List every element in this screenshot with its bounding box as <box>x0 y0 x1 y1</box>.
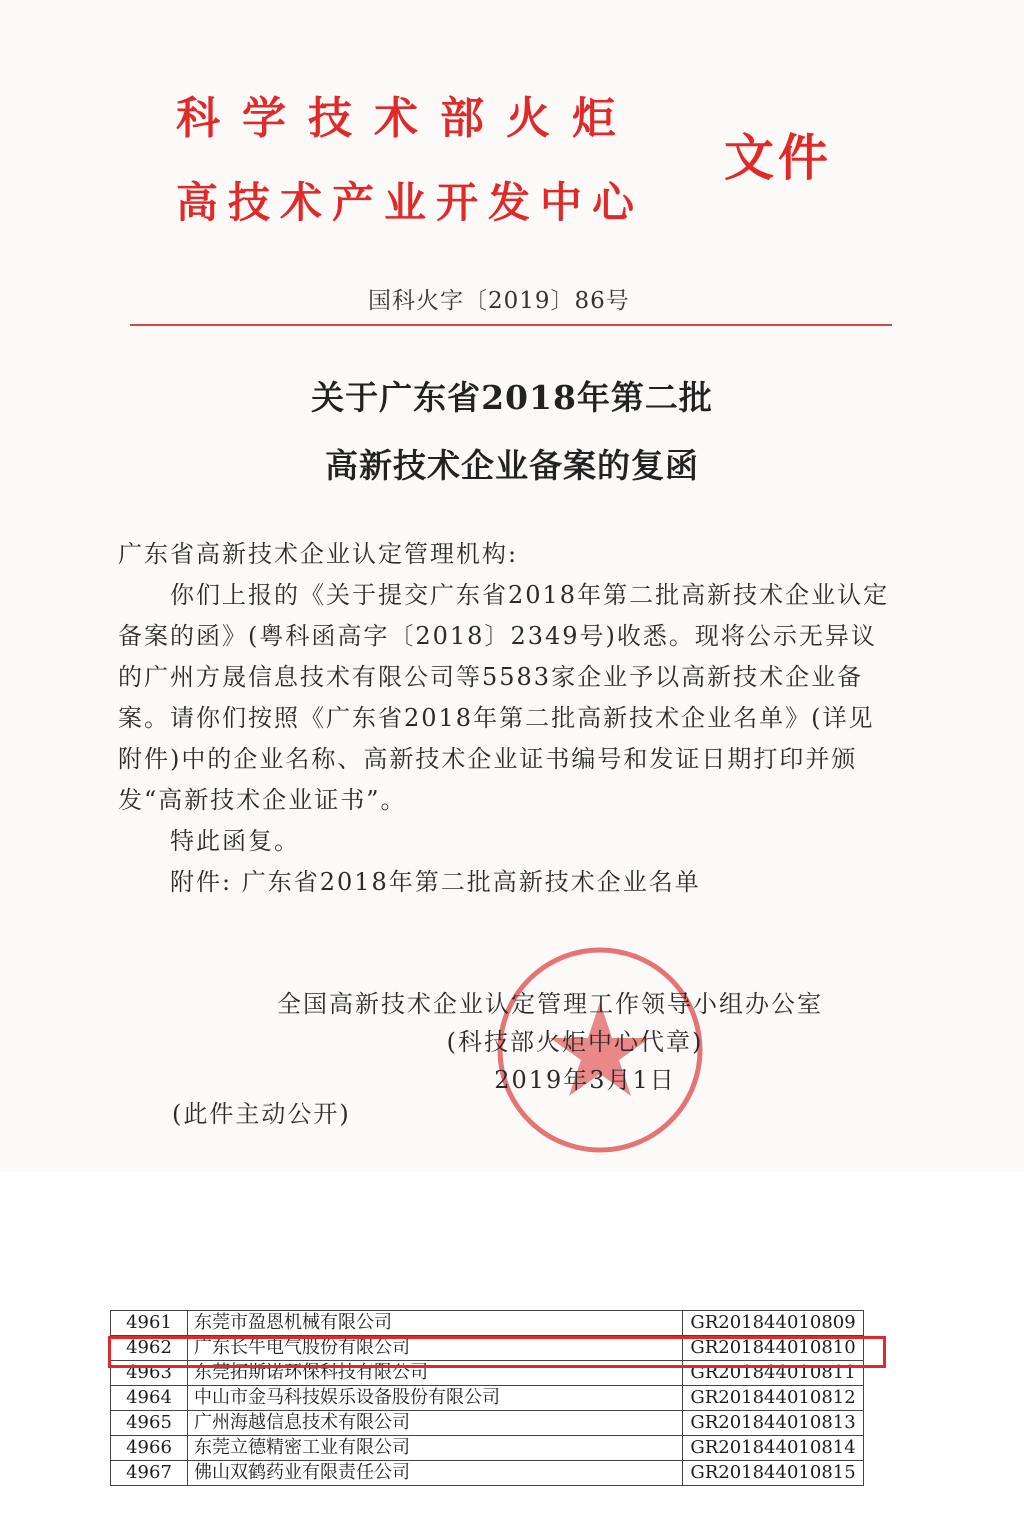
document-number: 国科火字〔2019〕86号 <box>368 288 630 314</box>
company-name: 东莞拓斯诺环保科技有限公司 <box>188 1361 683 1386</box>
certificate-number: GR201844010813 <box>683 1411 864 1436</box>
closing: 特此函复。 <box>170 827 300 855</box>
certificate-number: GR201844010814 <box>683 1436 864 1461</box>
certificate-number: GR201844010810 <box>683 1336 864 1361</box>
company-name: 广东长牛电气股份有限公司 <box>188 1336 683 1361</box>
certificate-number: GR201844010812 <box>683 1386 864 1411</box>
company-name: 东莞市盈恩机械有限公司 <box>188 1311 683 1336</box>
title-line-2: 高新技术企业备案的复函 <box>325 446 699 485</box>
certificate-number: GR201844010815 <box>683 1461 864 1486</box>
row-number: 4962 <box>111 1336 188 1361</box>
row-number: 4966 <box>111 1436 188 1461</box>
attachment-note: 附件: 广东省2018年第二批高新技术企业名单 <box>170 868 701 896</box>
salutation: 广东省高新技术企业认定管理机构: <box>118 540 519 568</box>
highlight-box <box>108 1336 886 1368</box>
row-number: 4965 <box>111 1411 188 1436</box>
certificate-number: GR201844010811 <box>683 1361 864 1386</box>
signature-date: 2019年3月1日 <box>494 1066 676 1094</box>
table-row <box>111 1386 864 1411</box>
row-number: 4964 <box>111 1386 188 1411</box>
company-name: 东莞立德精密工业有限公司 <box>188 1436 683 1461</box>
certificate-number: GR201844010809 <box>683 1311 864 1336</box>
signature-office: 全国高新技术企业认定管理工作领导小组办公室 <box>277 990 823 1018</box>
row-number: 4967 <box>111 1461 188 1486</box>
table-row <box>111 1311 864 1336</box>
company-name: 佛山双鹤药业有限责任公司 <box>188 1461 683 1486</box>
header-divider <box>130 324 892 326</box>
document-type: 文件 <box>724 129 832 187</box>
table-row <box>111 1436 864 1461</box>
company-name: 广州海越信息技术有限公司 <box>188 1411 683 1436</box>
issuer-line-2: 高技术产业开发中心 <box>176 178 645 227</box>
company-name: 中山市金马科技娱乐设备股份有限公司 <box>188 1386 683 1411</box>
issuer-line-1: 科学技术部火炬 <box>176 93 638 144</box>
title-line-1: 关于广东省2018年第二批 <box>311 378 713 417</box>
row-number: 4961 <box>111 1311 188 1336</box>
body-paragraph: 你们上报的《关于提交广东省2018年第二批高新技术企业认定备案的函》(粤科函高字〔2018〕2349号)收悉。现将公示无异议的广州方晟信息技术有限公司等5583家企业予以高新技术企业备案。请你们按照《广东省2018年第二批高新技术企业名单》(详见附件)中的企业名称、高新技术企业证书编号和发证日期打印并颁发“高新技术企业证书”。 <box>118 581 890 814</box>
signature-proxy: (科技部火炬中心代章) <box>446 1028 704 1056</box>
letter-body <box>118 534 896 903</box>
publicity-note: (此件主动公开) <box>172 1100 351 1128</box>
table-row <box>111 1411 864 1436</box>
row-number: 4963 <box>111 1361 188 1386</box>
table-row <box>111 1461 864 1486</box>
